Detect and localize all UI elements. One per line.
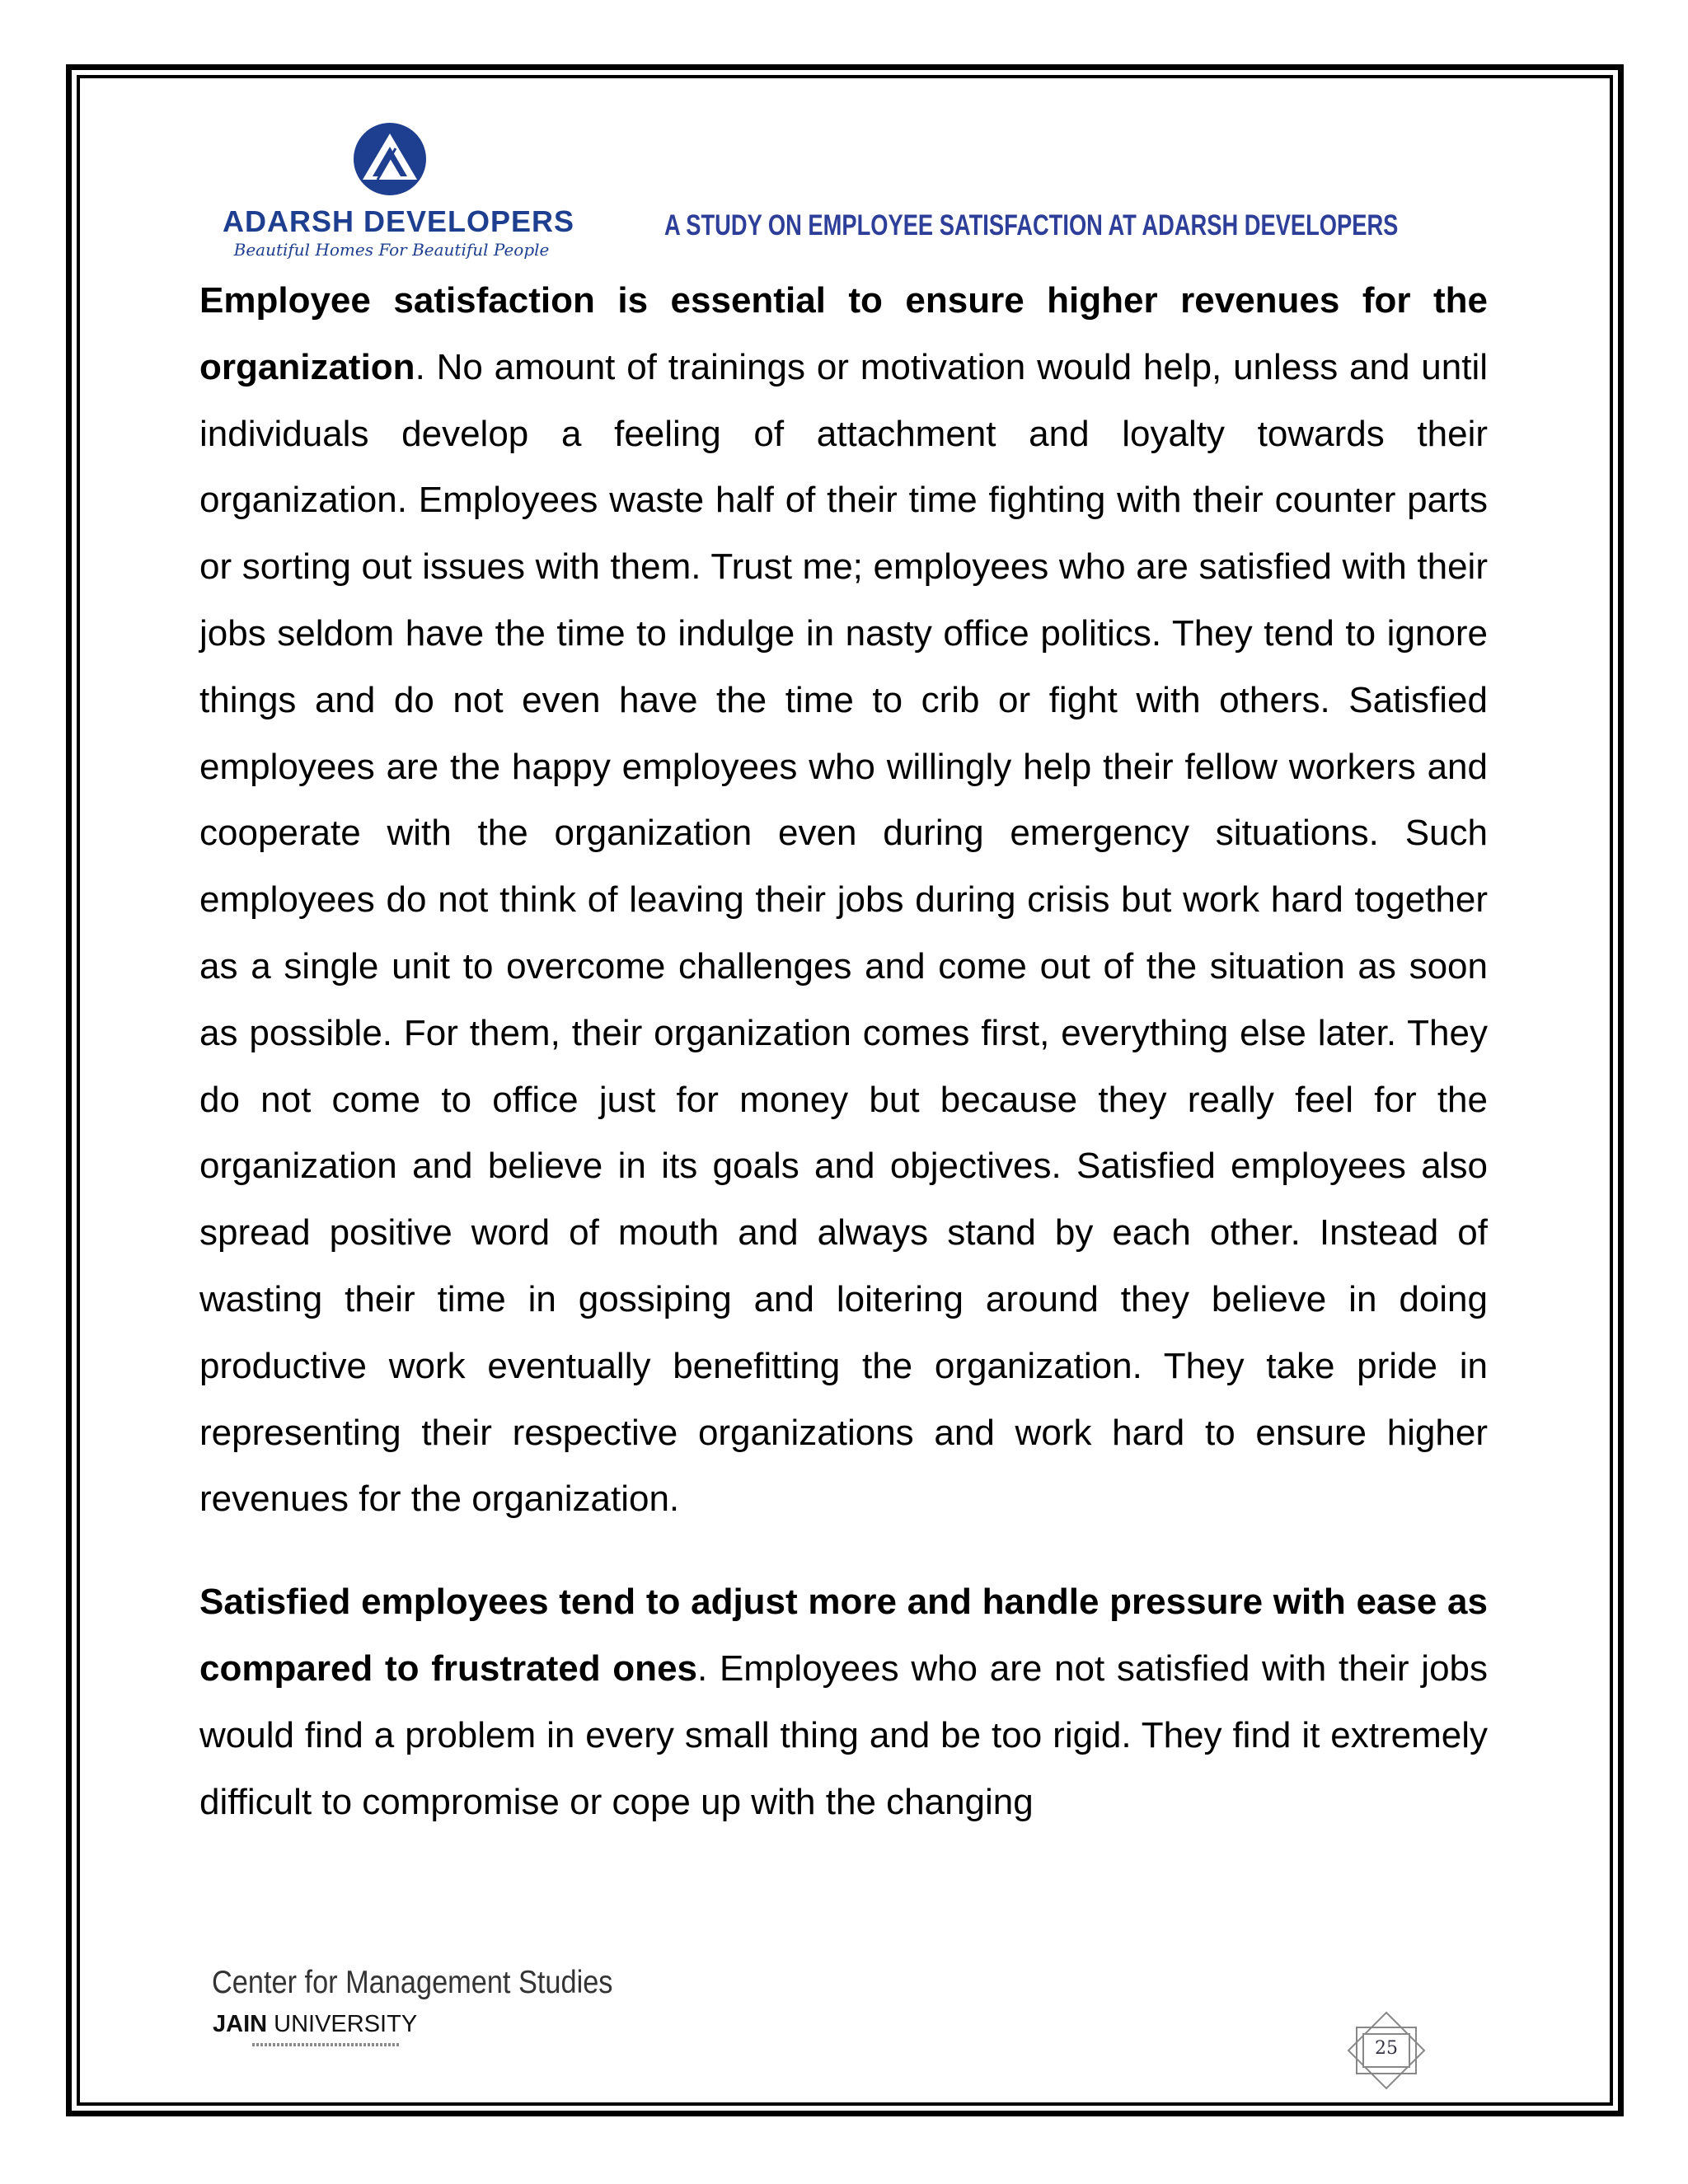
brand-name: ADARSH DEVELOPERS <box>223 204 575 238</box>
paragraph-2-lead: Satisfied employees tend to adjust more and handle pressure with ease as compared to frustrated ones <box>199 1582 1488 1689</box>
paragraph-1-text: . No amount of trainings or motivation would help, unless and until individuals develop a feeling of attachment and loyalty towards their organization. Employees waste half of their time fighting with their counter parts or sorting out issues with them. Trust me; employees who are satisfied with their jobs seldom have the time to indulge in nasty office politics. They tend to ignore things and do not even have the time to crib or fight with others. Satisfied employees are the happy employees who willingly help their fellow workers and cooperate with the organization even during emergency situations. Such employees do not think of leaving their jobs during crisis but work hard together as a single unit to overcome challenges and come out of the situation as soon as possible. For them, their organization comes first, everything else later. They do not come to office just for money but because they really feel for the organization and believe in its goals and objectives. Satisfied employees also spread positive word of mouth and always stand by each other. Instead of wasting their time in gossiping and loitering around they believe in doing productive work eventually benefitting the organization. They take pride in representing their respective organizations and work hard to ensure higher revenues for the organization. <box>199 346 1488 1520</box>
document-body <box>199 268 1488 1835</box>
footer-university <box>213 2011 460 2038</box>
paragraph-2-text: . Employees who are not satisfied with their jobs would find a problem in every small thing and be too rigid. They find it extremely difficult to compromise or cope up with the changing <box>199 1647 1489 1822</box>
footer-fine-print <box>252 2043 401 2046</box>
paragraph-1 <box>199 268 1488 1533</box>
study-title: A STUDY ON EMPLOYEE SATISFACTION AT ADARSH DEVELOPERS <box>664 209 1399 241</box>
footer-center-name: Center for Management Studies <box>212 1965 613 2000</box>
paragraph-2 <box>199 1569 1488 1835</box>
page-number-badge <box>1345 2009 1428 2092</box>
footer-university-bold: JAIN <box>213 2011 268 2037</box>
adarsh-logo-icon <box>353 122 427 196</box>
page-number: 25 <box>1375 2038 1398 2059</box>
footer-university-rest: UNIVERSITY <box>267 2011 418 2037</box>
brand-tagline: Beautiful Homes For Beautiful People <box>233 240 550 260</box>
company-logo <box>223 122 575 264</box>
paragraph-1-lead: Employee satisfaction is essential to ensure higher revenues for the organization <box>199 280 1488 387</box>
